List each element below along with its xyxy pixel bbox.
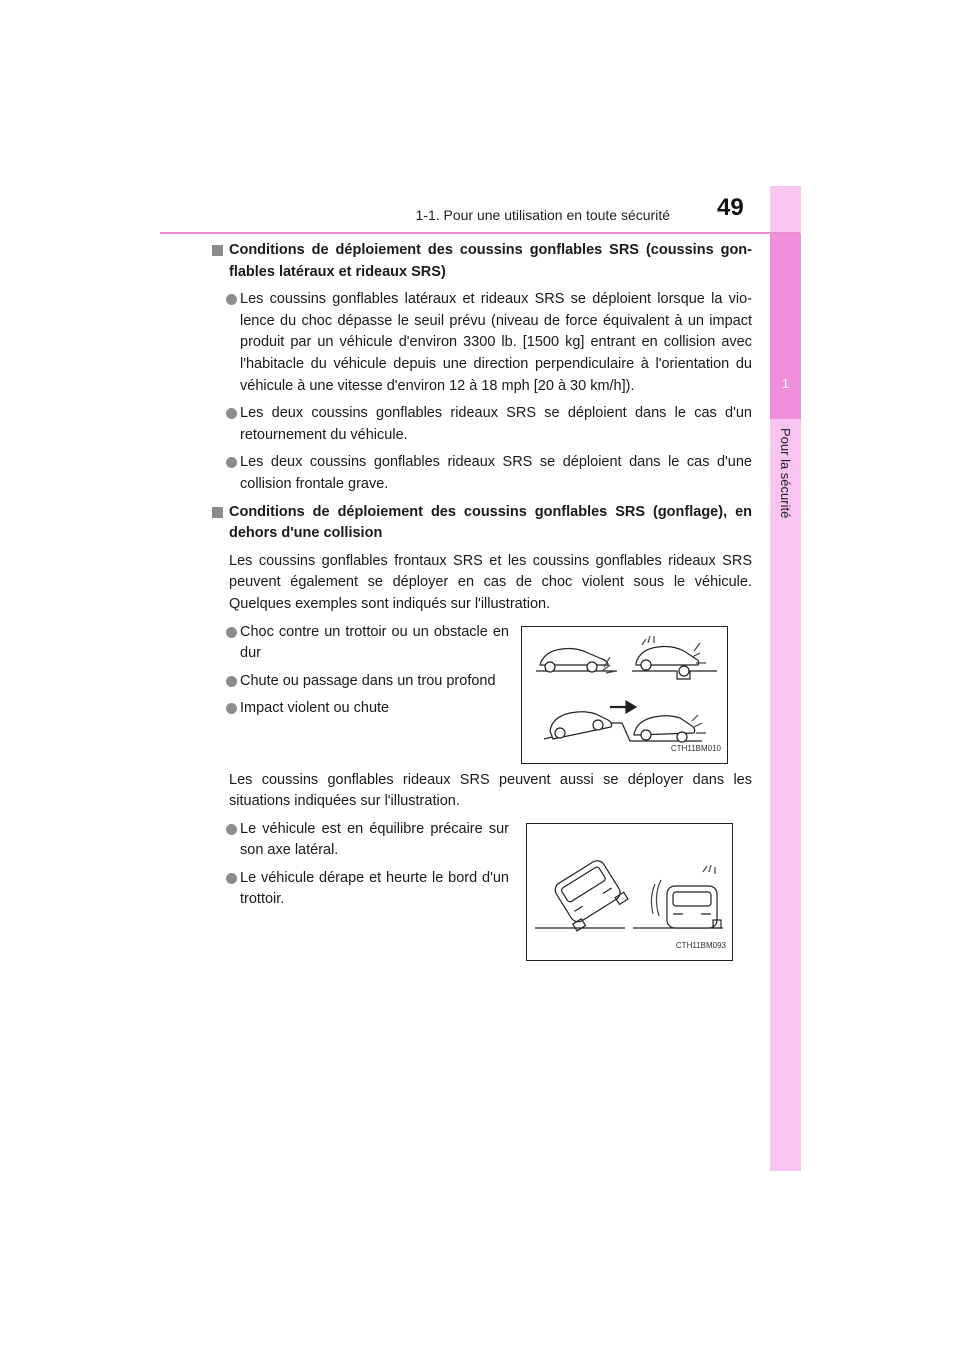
circle-bullet-icon xyxy=(226,457,237,468)
list-item: Chute ou passage dans un trou profond xyxy=(212,671,509,693)
list-item: Les deux coussins gonflables rideaux SRS se déploient dans le cas d'un retournement du véhicule. xyxy=(212,403,752,446)
paragraph: Les coussins gonflables rideaux SRS peuvent aussi se déployer dans les situations indiquées sur l'illustration. xyxy=(229,771,752,810)
section-title: 1-1. Pour une utilisation en toute sécurité xyxy=(415,207,670,223)
chapter-side-tab-active xyxy=(770,234,801,419)
paragraph: Les coussins gonflables frontaux SRS et les coussins gonflables rideaux SRS peuvent également se déployer en cas de choc violent sous le véhicule. Quelques exemples sont indiqués sur l'illustration. xyxy=(229,552,752,612)
circle-bullet-icon xyxy=(226,824,237,835)
list-item: Le véhicule est en équilibre précaire sur son axe latéral. xyxy=(212,819,509,862)
figure-block xyxy=(212,819,752,969)
list-item: Le véhicule dérape et heurte le bord d'un trottoir. xyxy=(212,868,509,911)
circle-bullet-icon xyxy=(226,294,237,305)
square-bullet-icon xyxy=(212,245,223,256)
chapter-number: 1 xyxy=(781,376,790,391)
header-rule xyxy=(160,232,800,234)
chapter-label: Pour la sécurité xyxy=(778,428,793,519)
circle-bullet-icon xyxy=(226,703,237,714)
circle-bullet-icon xyxy=(226,627,237,638)
illustration-side-tilt xyxy=(526,823,733,961)
circle-bullet-icon xyxy=(226,408,237,419)
square-bullet-icon xyxy=(212,507,223,518)
illustration-undercarriage-impacts xyxy=(521,626,728,764)
figure-code: CTH11BM093 xyxy=(675,941,726,951)
figure-code: CTH11BM010 xyxy=(670,743,721,753)
list-item: Choc contre un trottoir ou un obstacle en dur xyxy=(212,622,509,665)
page-content xyxy=(212,240,752,969)
figure-block xyxy=(212,622,752,770)
circle-bullet-icon xyxy=(226,873,237,884)
list-item: Impact violent ou chute xyxy=(212,698,509,720)
circle-bullet-icon xyxy=(226,676,237,687)
section-heading: Conditions de déploiement des coussins gonflables SRS (gonflage), en dehors d'une collision xyxy=(212,502,752,545)
page-number: 49 xyxy=(717,194,744,221)
list-item: Les coussins gonflables latéraux et rideaux SRS se déploient lorsque la vio-lence du choc dépasse le seuil prévu (niveau de force équivalent à un impact produit par un véhicule d'environ 3300 lb. [1500 kg] entrant en collision avec l'habitacle du véhicule depuis une direction perpendiculaire à l'orientation du véhicule à une vitesse d'environ 12 à 18 mph [20 à 30 km/h]). xyxy=(212,289,752,397)
list-item: Les deux coussins gonflables rideaux SRS se déploient dans le cas d'une collision frontale grave. xyxy=(212,452,752,495)
section-heading: Conditions de déploiement des coussins gonflables SRS (coussins gon-flables latéraux et rideaux SRS) xyxy=(212,240,752,283)
